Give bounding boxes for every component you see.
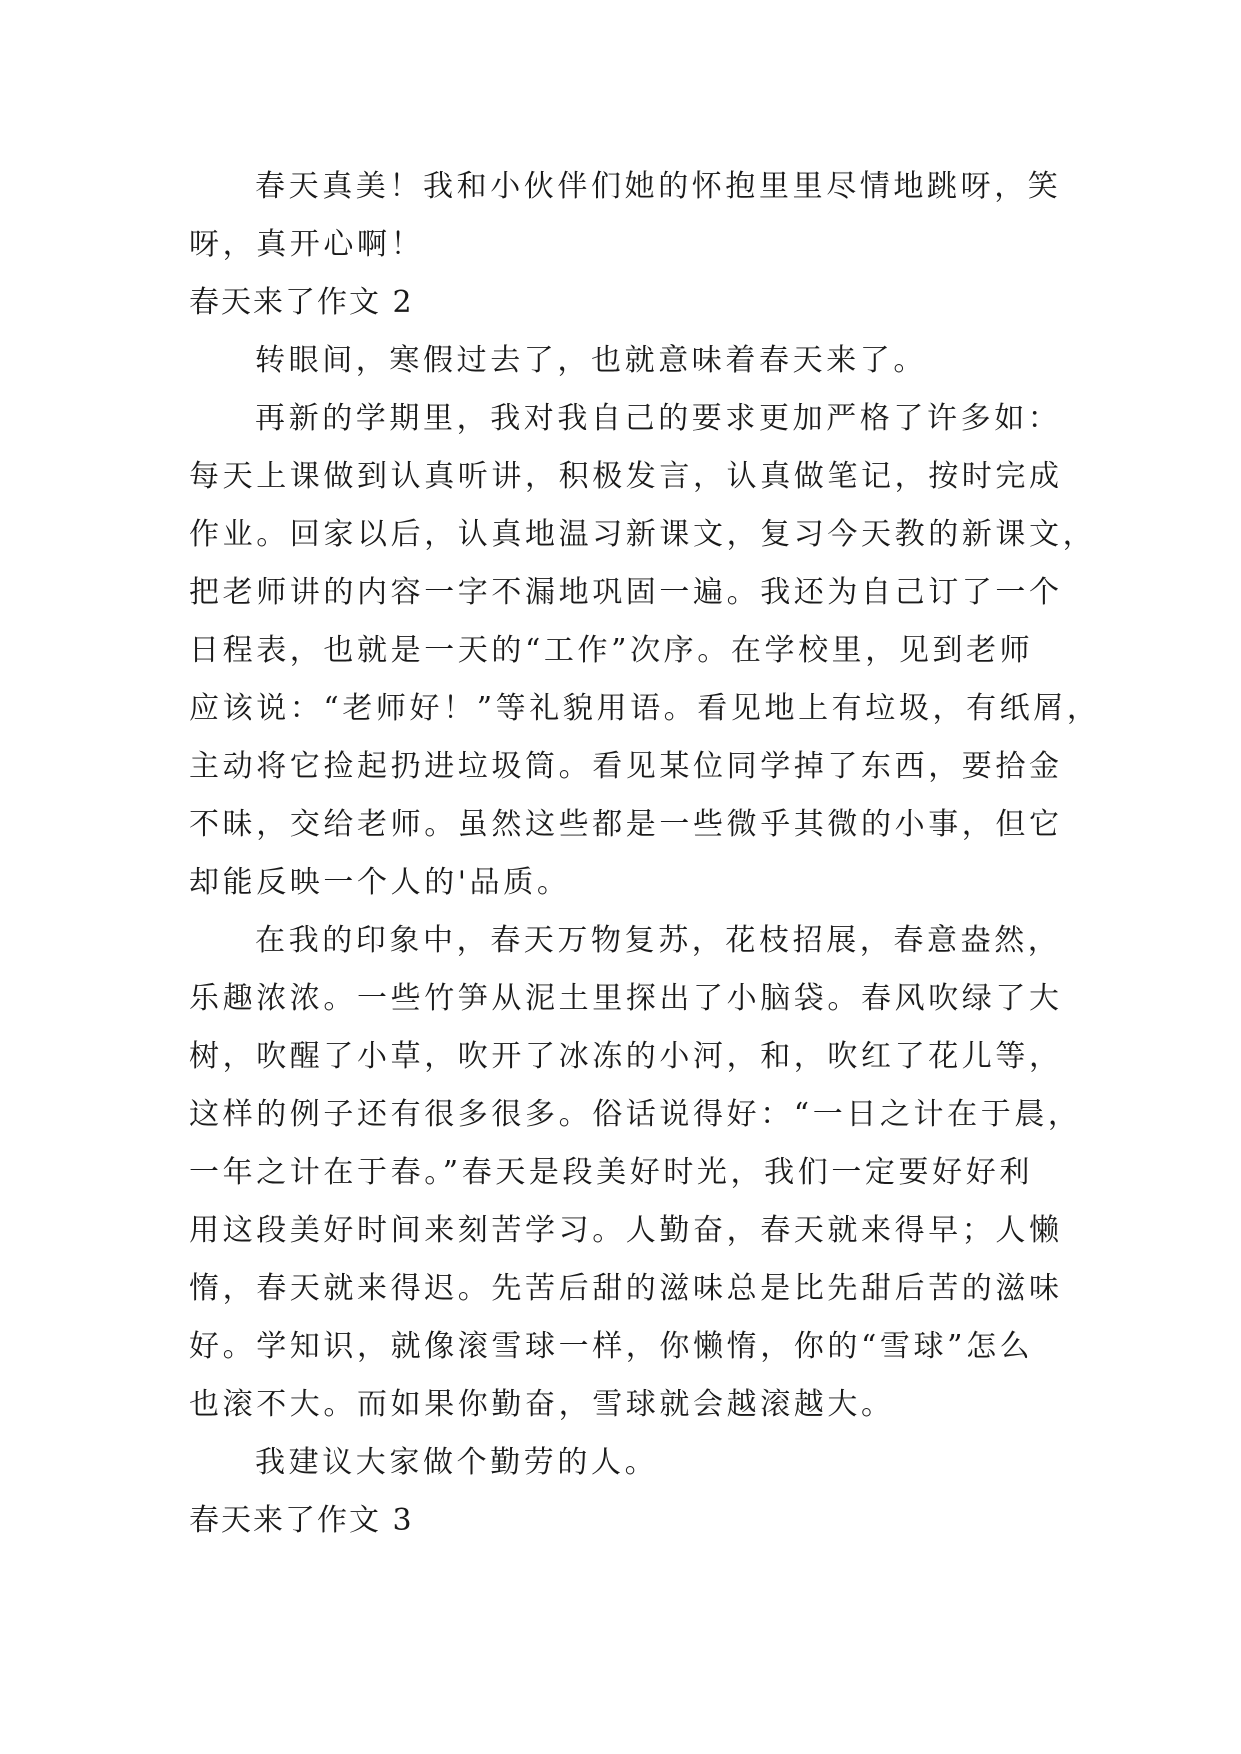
section-heading: 春天来了作文 2 [189, 285, 414, 320]
text-line: 呀，真开心啊！ [189, 227, 425, 262]
text-line: 树，吹醒了小草，吹开了冰冻的小河，和，吹红了花儿等， [189, 1039, 1063, 1074]
text-line: 在我的印象中，春天万物复苏，花枝招展，春意盎然， [255, 923, 1062, 958]
text-line: 转眼间，寒假过去了，也就意味着春天来了。 [255, 343, 927, 378]
text-line: 也滚不大。而如果你勤奋，雪球就会越滚越大。 [189, 1387, 895, 1422]
text-line: 我建议大家做个勤劳的人。 [255, 1445, 659, 1480]
text-line: 却能反映一个人的'品质。 [189, 865, 571, 900]
text-line: 把老师讲的内容一字不漏地巩固一遍。我还为自己订了一个 [189, 575, 1063, 610]
text-line: 应该说：“老师好！”等礼貌用语。看见地上有垃圾，有纸屑， [189, 691, 1101, 726]
text-line: 作业。回家以后，认真地温习新课文，复习今天教的新课文， [189, 517, 1097, 552]
text-line: 日程表，也就是一天的“工作”次序。在学校里，见到老师 [189, 633, 1034, 668]
text-line: 春天真美！我和小伙伴们她的怀抱里里尽情地跳呀，笑 [255, 169, 1062, 204]
text-line: 不昧，交给老师。虽然这些都是一些微乎其微的小事，但它 [189, 807, 1063, 842]
text-line: 一年之计在于春。”春天是段美好时光，我们一定要好好利 [189, 1155, 1033, 1190]
text-line: 用这段美好时间来刻苦学习。人勤奋，春天就来得早；人懒 [189, 1213, 1063, 1248]
text-line: 好。学知识，就像滚雪球一样，你懒惰，你的“雪球”怎么 [189, 1329, 1034, 1364]
text-line: 乐趣浓浓。一些竹笋从泥土里探出了小脑袋。春风吹绿了大 [189, 981, 1063, 1016]
section-heading: 春天来了作文 3 [189, 1503, 414, 1538]
text-line: 主动将它捡起扔进垃圾筒。看见某位同学掉了东西，要拾金 [189, 749, 1063, 784]
text-line: 惰，春天就来得迟。先苦后甜的滋味总是比先甜后苦的滋味 [189, 1271, 1063, 1306]
document-body [189, 158, 1101, 1550]
text-line: 每天上课做到认真听讲，积极发言，认真做笔记，按时完成 [189, 459, 1063, 494]
text-line: 再新的学期里，我对我自己的要求更加严格了许多如： [255, 401, 1062, 436]
text-line: 这样的例子还有很多很多。俗话说得好：“一日之计在于晨， [189, 1097, 1082, 1132]
